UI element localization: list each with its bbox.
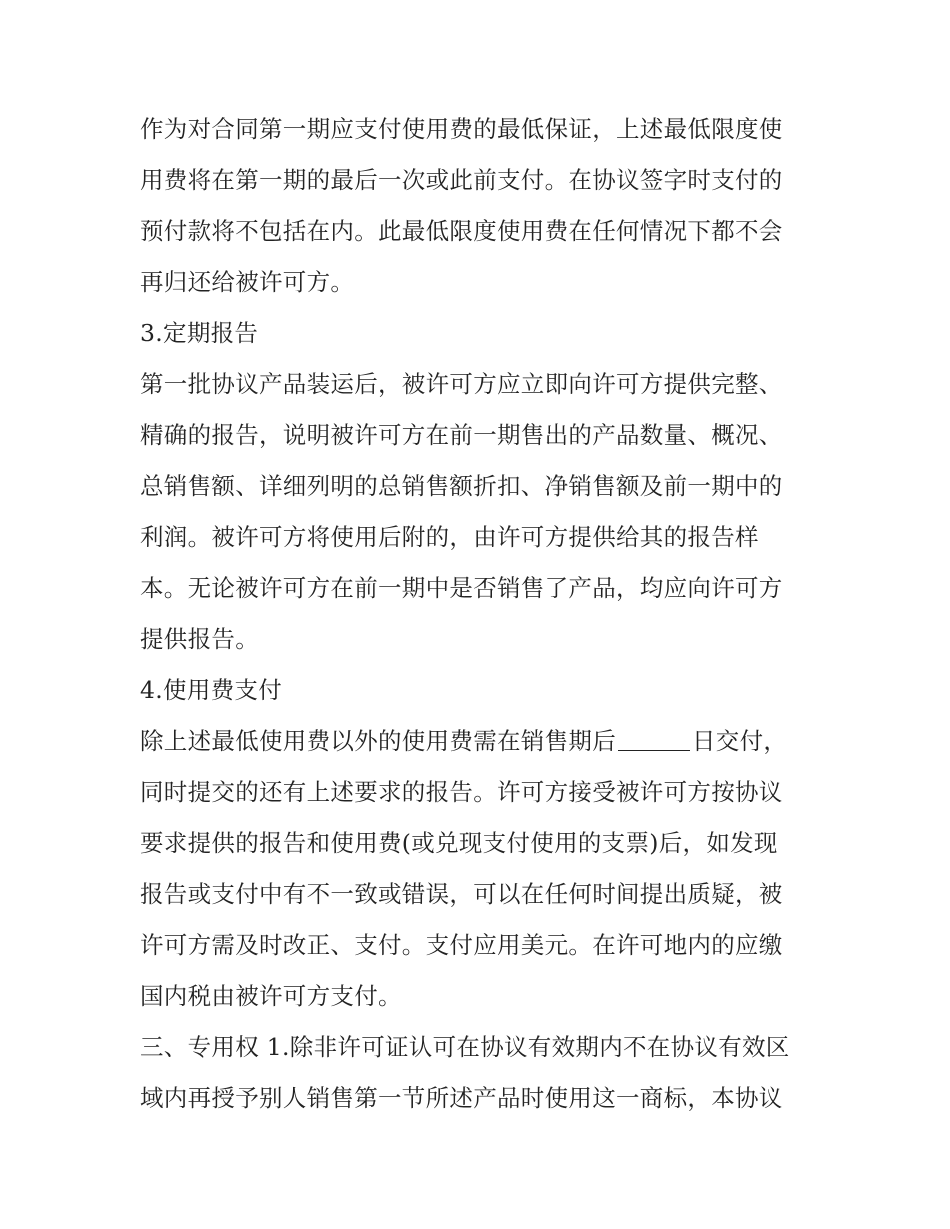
text-line: 报告或支付中有不一致或错误，可以在任何时间提出质疑，被: [140, 880, 783, 908]
section-heading-exclusive-rights: 三、专用权 1.除非许可证认可在协议有效期内不在协议有效区: [140, 1033, 790, 1061]
text-line: 本。无论被许可方在前一期中是否销售了产品，均应向许可方: [140, 574, 783, 602]
section-heading-royalty-payment: 4.使用费支付: [140, 676, 283, 704]
payment-days-line: [140, 716, 820, 767]
text-line: 要求提供的报告和使用费(或兑现支付使用的支票)后，如发现: [140, 829, 778, 857]
section-heading-periodic-report: 3.定期报告: [140, 319, 259, 347]
document-body: [140, 104, 820, 1124]
text-line: 第一批协议产品装运后，被许可方应立即向许可方提供完整、: [140, 370, 783, 398]
payment-text-before: 除上述最低使用费以外的使用费需在销售期后: [140, 727, 616, 755]
text-line: 许可方需及时改正、支付。支付应用美元。在许可地内的应缴: [140, 931, 783, 959]
text-line: 国内税由被许可方支付。: [140, 982, 402, 1010]
text-line: 提供报告。: [140, 625, 259, 653]
text-line: 精确的报告，说明被许可方在前一期售出的产品数量、概况、: [140, 421, 783, 449]
text-line: 同时提交的还有上述要求的报告。许可方接受被许可方按协议: [140, 778, 783, 806]
text-line: 利润。被许可方将使用后附的，由许可方提供给其的报告样: [140, 523, 759, 551]
text-line: 总销售额、详细列明的总销售额折扣、净销售额及前一期中的: [140, 472, 783, 500]
text-line: 再归还给被许可方。: [140, 268, 355, 296]
payment-text-after: 日交付，: [692, 727, 788, 755]
days-blank-field: [618, 728, 690, 751]
text-line: 预付款将不包括在内。此最低限度使用费在任何情况下都不会: [140, 217, 783, 245]
text-line: 作为对合同第一期应支付使用费的最低保证，上述最低限度使: [140, 115, 783, 143]
text-line: 域内再授予别人销售第一节所述产品时使用这一商标，本协议: [140, 1084, 783, 1112]
text-line: 用费将在第一期的最后一次或此前支付。在协议签字时支付的: [140, 166, 783, 194]
